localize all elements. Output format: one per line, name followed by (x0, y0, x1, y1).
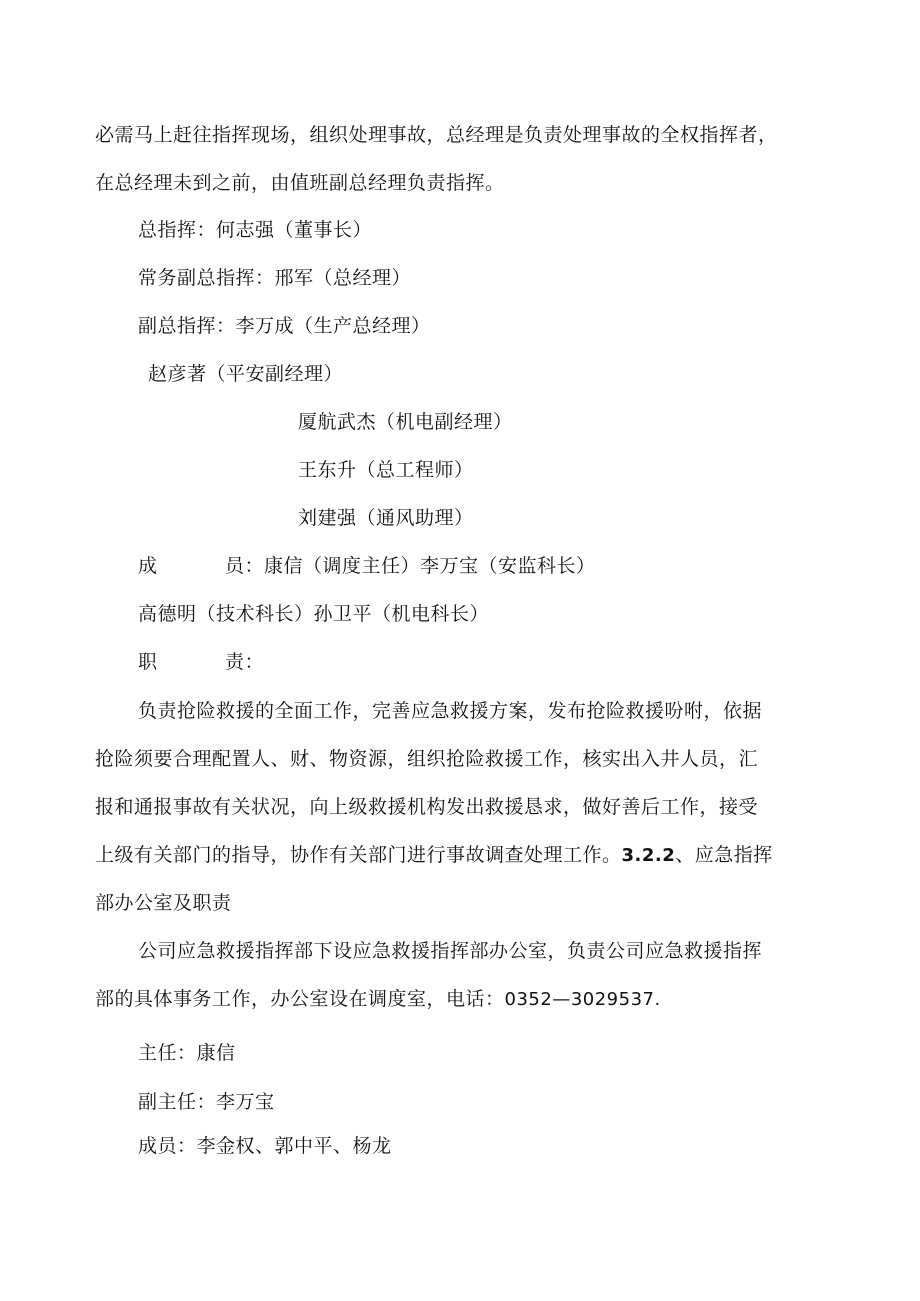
deputy-commander-5: 刘建强（通风助理） (298, 507, 474, 529)
office-director: 主任：康信 (138, 1042, 236, 1064)
intro-line-1: 必需马上赶往指挥现场，组织处理事故，总经理是负责处理事故的全权指挥者， (95, 124, 778, 146)
deputy-commander-1: 副总指挥：李万成（生产总经理） (138, 315, 431, 337)
deputy-commander-4: 王东升（总工程师） (298, 459, 474, 481)
duties-line-4-text: 上级有关部门的指导，协作有关部门进行事故调查处理工作。 (95, 844, 622, 866)
office-line-1: 公司应急救援指挥部下设应急救援指挥部办公室，负责公司应急救援指挥 (138, 940, 763, 962)
office-members: 成员：李金权、郭中平、杨龙 (138, 1135, 392, 1157)
members-list-1: 员：康信（调度主任）李万宝（安监科长） (225, 555, 596, 577)
executive-deputy-commander: 常务副总指挥：邢军（总经理） (138, 267, 412, 289)
duties-line-4 (95, 846, 773, 865)
office-phone-number: 0352—3029537. (504, 989, 661, 1010)
duties-line-2: 抢险须要合理配置人、财、物资源，组织抢险救援工作，核实出入井人员，汇 (95, 748, 759, 770)
members-list-2: 高德明（技术科长）孙卫平（机电科长） (138, 603, 490, 625)
duty-label-char-1: 职 (138, 651, 158, 673)
section-number: 3.2.2 (621, 845, 676, 866)
office-line-2 (95, 990, 661, 1009)
section-title-start: 、应急指挥 (675, 844, 773, 866)
duties-line-3: 报和通报事故有关状况，向上级救援机构发出救援恳求，做好善后工作，接受 (95, 796, 759, 818)
section-title-end: 部办公室及职责 (95, 892, 232, 914)
duties-line-1: 负责抢险救援的全面工作，完善应急救援方案，发布抢险救援吩咐，依据 (138, 700, 763, 722)
duty-label-char-2: 责： (225, 651, 265, 673)
deputy-commander-2: 赵彦著（平安副经理） (148, 363, 344, 385)
chief-commander: 总指挥：何志强（董事长） (138, 219, 373, 241)
office-deputy-director: 副主任：李万宝 (138, 1091, 275, 1113)
intro-line-2: 在总经理未到之前，由值班副总经理负责指挥。 (95, 172, 505, 194)
members-label-char-1: 成 (138, 555, 158, 577)
deputy-commander-3: 厦航武杰（机电副经理） (298, 411, 513, 433)
office-line-2-text: 部的具体事务工作，办公室设在调度室，电话： (95, 988, 505, 1010)
